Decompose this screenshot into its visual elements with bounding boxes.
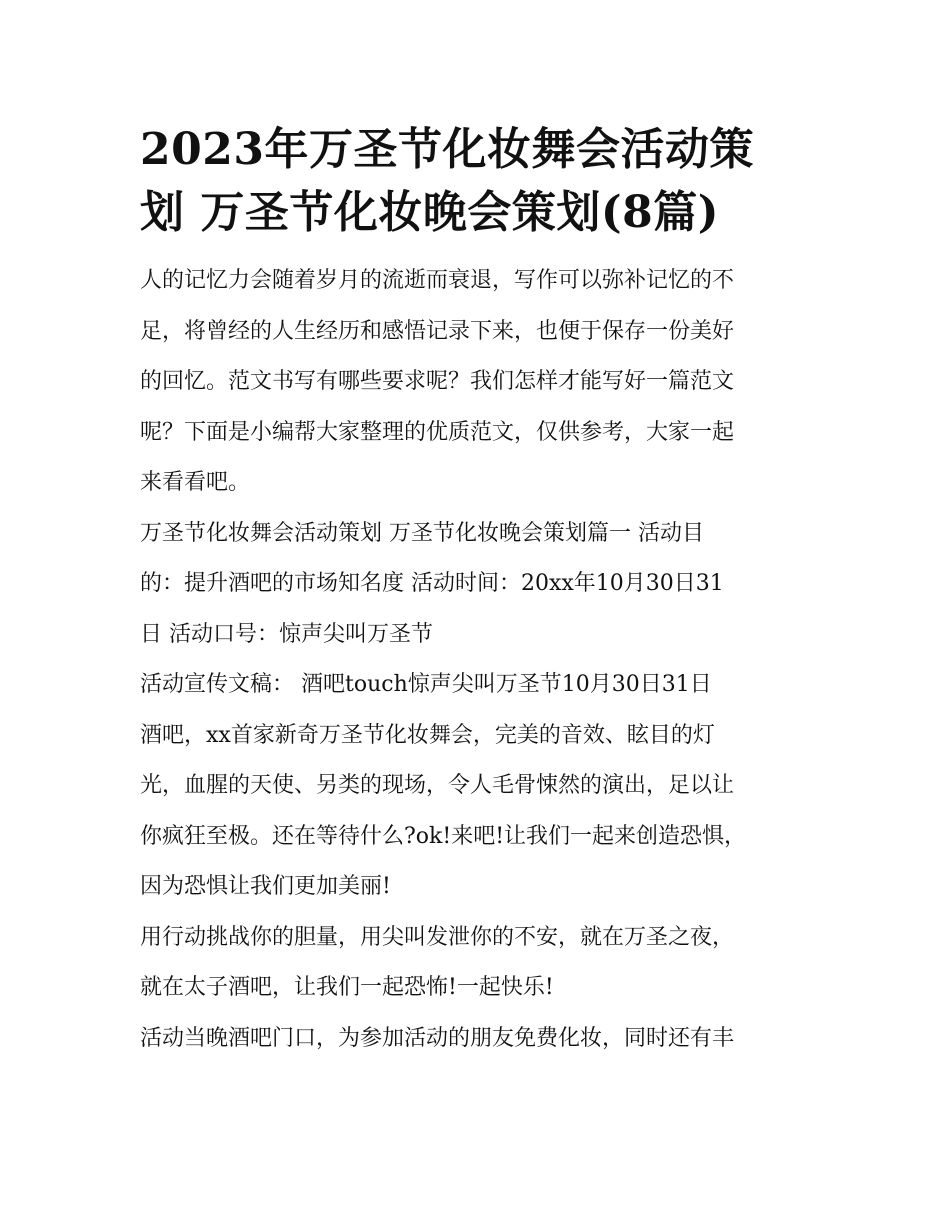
- text-line: 因为恐惧让我们更加美丽!: [140, 874, 391, 899]
- promo-copy-paragraph: [140, 660, 812, 913]
- intro-paragraph: [140, 256, 812, 509]
- text-line: 用行动挑战你的胆量，用尖叫发泄你的不安，就在万圣之夜，: [140, 924, 735, 950]
- document-title: [140, 118, 812, 244]
- event-night-paragraph: [140, 1014, 812, 1065]
- document-page: [140, 118, 812, 1064]
- text-line: 就在太子酒吧，让我们一起恐怖!一起快乐!: [140, 975, 554, 1000]
- text-line: 日 活动口号：惊声尖叫万圣节: [140, 621, 433, 647]
- text-line: 足，将曾经的人生经历和感悟记录下来，也便于保存一份美好: [140, 318, 735, 344]
- text-line: 人的记忆力会随着岁月的流逝而衰退，写作可以弥补记忆的不: [140, 268, 735, 293]
- text-line: 呢？下面是小编帮大家整理的优质范文，仅供参考，大家一起: [140, 419, 735, 445]
- title-line: 2023年万圣节化妆舞会活动策: [140, 124, 754, 175]
- text-line: 来看看吧。: [140, 470, 251, 495]
- text-line: 酒吧，xx首家新奇万圣节化妆舞会，完美的音效、眩目的灯: [140, 722, 715, 748]
- text-line: 活动宣传文稿： 酒吧touch惊声尖叫万圣节10月30日31日: [140, 672, 712, 697]
- text-line: 光，血腥的天使、另类的现场，令人毛骨悚然的演出，足以让: [140, 773, 735, 798]
- title-line: 划 万圣节化妆晚会策划(8篇): [140, 187, 720, 238]
- text-line: 的回忆。范文书写有哪些要求呢？我们怎样才能写好一篇范文: [140, 369, 735, 394]
- challenge-paragraph: [140, 913, 812, 1014]
- text-line: 活动当晚酒吧门口，为参加活动的朋友免费化妆，同时还有丰: [140, 1025, 735, 1051]
- text-line: 你疯狂至极。还在等待什么?ok!来吧!让我们一起来创造恐惧，: [140, 823, 747, 849]
- activity-info-paragraph: [140, 509, 812, 661]
- text-line: 的：提升酒吧的市场知名度 活动时间：20xx年10月30日31: [140, 571, 724, 596]
- text-line: 万圣节化妆舞会活动策划 万圣节化妆晚会策划篇一 活动目: [140, 520, 704, 546]
